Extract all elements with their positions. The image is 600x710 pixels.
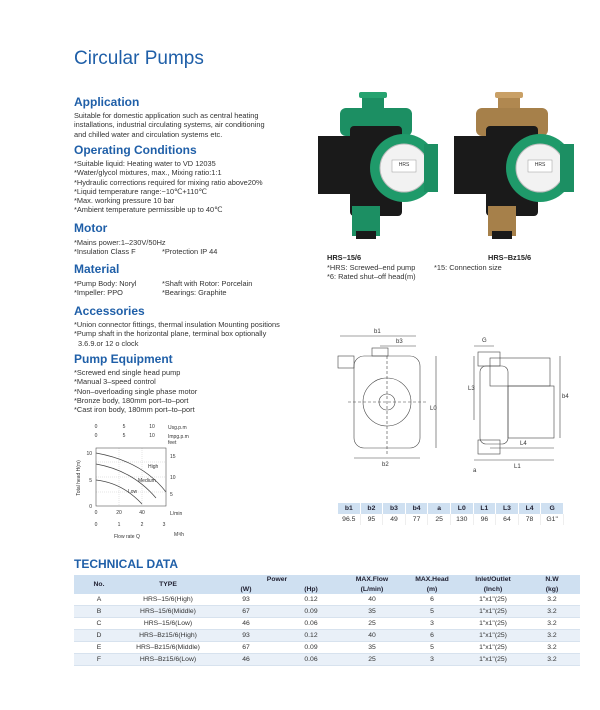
table-cell: 93: [212, 630, 280, 642]
top2-tick: 5: [122, 433, 126, 439]
outline: [372, 348, 388, 356]
equipment-line: *Non–overloading single phase motor: [74, 386, 198, 396]
table-cell: HRS–Bz15/6(Middle): [136, 644, 200, 651]
dim-value-8: 78: [518, 514, 541, 525]
th-flow: MAX.Flow: [342, 575, 402, 585]
table-cell: D: [74, 630, 124, 642]
accessories-heading: Accessories: [74, 304, 145, 318]
table-cell: 46: [212, 654, 280, 666]
table-cell: HRS–Bz15/6(High): [124, 630, 212, 642]
table-cell: 35: [342, 606, 402, 618]
dim-value-4: 25: [428, 514, 451, 525]
table-cell: 0.06: [280, 654, 342, 666]
dim-header-2: b3: [383, 503, 406, 514]
application-line: Suitable for domestic application such as central heating: [74, 111, 259, 120]
table-row: [74, 606, 580, 618]
table-row: [74, 654, 580, 666]
dim-value-1: 95: [360, 514, 383, 525]
outline: [338, 356, 354, 368]
th-nw-unit: (kg): [524, 585, 580, 595]
bottom2-tick: 0: [94, 522, 98, 528]
th-flow-unit: (L/min): [342, 585, 402, 595]
equipment-line: *Bronze body, 180mm port–to–port: [74, 395, 189, 405]
dim-a: a: [473, 468, 477, 474]
right-tick: 5: [170, 492, 173, 498]
dim-header-0: b1: [338, 503, 360, 514]
technical-data-table: [74, 575, 580, 666]
table-cell: 1"x1"(25): [462, 606, 524, 618]
operating-line: *Liquid temperature range:−10℃+110℃: [74, 186, 207, 196]
pump-label-left: HRS–15/6: [327, 253, 362, 262]
material-heading: Material: [74, 262, 120, 276]
pump-image-hrs-bz15-6: [448, 86, 578, 246]
top2-tick: 0: [94, 433, 98, 439]
operating-line: *Max. working pressure 10 bar: [74, 196, 175, 206]
operating-text: [74, 159, 314, 215]
table-cell: HRS–15/6(High): [143, 596, 193, 603]
dim-value-6: 96: [473, 514, 496, 525]
table-cell: 5: [402, 606, 462, 618]
bottom2-tick: 1: [117, 522, 121, 528]
curve-high: [96, 453, 166, 492]
table-cell: 3.2: [524, 630, 580, 642]
dim-header-1: b2: [360, 503, 383, 514]
curve-label-low: Low: [128, 489, 138, 495]
equipment-heading: Pump Equipment: [74, 352, 173, 366]
dim-L4: L4: [520, 441, 527, 447]
application-line: and chilled water and circulation systems etc.: [74, 129, 223, 139]
material-text: [74, 279, 314, 298]
dim-value-2: 49: [383, 514, 406, 525]
table-cell: HRS–15/6(Low): [143, 620, 193, 627]
table-cell: 3.2: [547, 644, 557, 651]
dimension-header-row: [338, 503, 563, 514]
table-cell: 1"x1"(25): [479, 596, 507, 603]
equipment-line: *Cast iron body, 180mm port–to–port: [74, 405, 195, 415]
top1-tick: 0: [94, 424, 98, 430]
table-row: [74, 618, 580, 630]
table-cell: 25: [342, 654, 402, 666]
dim-header-9: G: [541, 503, 564, 514]
th-head-unit: (m): [402, 585, 462, 595]
performance-curve: [74, 420, 194, 542]
table-cell: 40: [368, 596, 376, 603]
top1-tick: 10: [149, 424, 155, 430]
dim-value-5: 130: [450, 514, 473, 525]
top1-unit: Usg.p.m: [168, 425, 187, 431]
motor-line: *Insulation Class F: [74, 247, 136, 257]
dim-b1: b1: [374, 329, 381, 335]
table-cell: 46: [242, 620, 250, 627]
motor-heading: Motor: [74, 221, 108, 235]
table-cell: 0.09: [304, 644, 318, 651]
th-head: MAX.Head: [402, 575, 462, 585]
dimension-value-row: [338, 514, 563, 525]
table-cell: F: [74, 654, 124, 666]
dimension-table: [338, 503, 564, 525]
pump-note: *HRS: Screwed–end pump: [327, 263, 416, 272]
table-cell: 1"x1"(25): [462, 654, 524, 666]
dim-header-4: a: [428, 503, 451, 514]
dim-value-0: 96.5: [338, 514, 360, 525]
dim-b2: b2: [382, 462, 389, 468]
top1-tick: 5: [122, 424, 126, 430]
dim-L0: L0: [430, 406, 437, 412]
motor-text: [74, 238, 314, 257]
table-cell: 3.2: [524, 606, 580, 618]
operating-heading: Operating Conditions: [74, 143, 197, 157]
motor-line: *Protection IP 44: [162, 247, 218, 257]
bottom2-tick: 2: [140, 522, 144, 528]
outline: [508, 386, 554, 438]
th-power: Power: [212, 575, 342, 585]
right-tick: 10: [170, 475, 176, 481]
th-no: No.: [74, 575, 124, 594]
left-tick: 5: [89, 478, 92, 484]
table-cell: 67: [212, 606, 280, 618]
equipment-line: *Manual 3–speed control: [74, 377, 156, 387]
accessories-line: 3.6.9.or 12 o clock: [78, 338, 139, 348]
bottom1-tick: 0: [94, 510, 98, 516]
table-cell: 0.09: [280, 606, 342, 618]
table-row: [74, 594, 580, 606]
th-io-unit: (Inch): [462, 585, 524, 595]
table-cell: 67: [242, 644, 250, 651]
equipment-line: *Screwed end single head pump: [74, 368, 181, 377]
pump-note: *15: Connection size: [434, 263, 502, 272]
dimension-drawing: [334, 320, 584, 480]
dim-header-7: L3: [496, 503, 519, 514]
dim-value-9: G1": [541, 514, 564, 525]
table-cell: 1"x1"(25): [479, 644, 507, 651]
dim-value-7: 64: [496, 514, 519, 525]
dim-b3: b3: [396, 339, 403, 345]
left-tick: 0: [89, 504, 92, 510]
pump-note: *6: Rated shut–off head(m): [327, 272, 416, 281]
table-cell: 0.12: [280, 630, 342, 642]
table-cell: 25: [368, 620, 376, 627]
pump-image-hrs-15-6: [312, 86, 442, 246]
dim-header-3: b4: [405, 503, 428, 514]
table-cell: 3: [402, 654, 462, 666]
table-cell: 40: [342, 630, 402, 642]
page-title: Circular Pumps: [74, 48, 204, 69]
bottom2-tick: 3: [162, 522, 166, 528]
th-type: TYPE: [124, 575, 212, 594]
table-cell: 0.06: [304, 620, 318, 627]
dim-G: G: [482, 338, 487, 344]
table-cell: C: [96, 620, 102, 627]
material-item: *Bearings: Graphite: [162, 288, 227, 298]
bottom2-unit: M³/h: [174, 532, 184, 538]
accessories-line: *Pump shaft in the horizontal plane, terminal box optionally: [74, 329, 267, 339]
top2-tick: 10: [149, 433, 155, 439]
table-cell: 3: [430, 620, 434, 627]
operating-line: *Hydraulic corrections required for mixing ratio above20%: [74, 177, 263, 187]
table-cell: 3.2: [524, 654, 580, 666]
table-cell: 0.12: [304, 596, 318, 603]
application-text: [74, 111, 314, 139]
table-cell: 35: [368, 644, 376, 651]
table-cell: 6: [402, 630, 462, 642]
left-axis-label: Total head H(m): [76, 460, 82, 496]
dim-L3: L3: [468, 386, 475, 392]
operating-line: *Suitable liquid: Heating water to VD 12035: [74, 159, 216, 168]
table-cell: 5: [430, 644, 434, 651]
th-power-w: (W): [212, 585, 280, 595]
dim-b4: b4: [562, 394, 569, 400]
operating-line: *Water/glycol mixtures, max., Mixing ratio:1:1: [74, 168, 222, 178]
bottom1-tick: 40: [139, 510, 145, 516]
operating-line: *Ambient temperature permissible up to 40℃: [74, 205, 223, 215]
pump-brand-text: HRS: [398, 162, 410, 168]
outline: [490, 358, 550, 386]
material-item: *Pump Body: Noryl: [74, 279, 137, 288]
table-row: [74, 630, 580, 642]
application-heading: Application: [74, 95, 140, 109]
th-io: Inlet/Outlet: [462, 575, 524, 585]
left-tick: 10: [86, 451, 92, 457]
curve-label-medium: Medium: [138, 478, 156, 484]
equipment-text: [74, 368, 314, 414]
table-cell: 1"x1"(25): [462, 630, 524, 642]
table-cell: E: [96, 644, 102, 651]
table-row: [74, 642, 580, 654]
table-cell: 6: [430, 596, 434, 603]
curve-label-high: High: [148, 464, 159, 470]
bottom1-tick: 20: [116, 510, 122, 516]
pump-label-right: HRS–Bz15/6: [488, 253, 532, 262]
dim-header-5: L0: [450, 503, 473, 514]
dim-L1: L1: [514, 464, 521, 470]
application-line: installations, industrial circulating systems, air conditioning: [74, 120, 265, 130]
table-cell: 93: [242, 596, 250, 603]
outline: [478, 352, 500, 366]
table-cell: HRS–15/6(Middle): [124, 606, 212, 618]
material-item: *Shaft with Rotor: Porcelain: [162, 279, 253, 288]
dim-value-3: 77: [405, 514, 428, 525]
technical-data-heading: TECHNICAL DATA: [74, 557, 178, 571]
table-cell: 1"x1"(25): [479, 620, 507, 627]
pump-brand-text: HRS: [534, 162, 546, 168]
accessories-text: [74, 320, 314, 348]
motor-line: *Mains power:1–230V/50Hz: [74, 238, 166, 247]
dim-header-8: L4: [518, 503, 541, 514]
table-cell: B: [74, 606, 124, 618]
dim-header-6: L1: [473, 503, 496, 514]
accessories-line: *Union connector fittings, thermal insulation Mounting positions: [74, 320, 280, 329]
table-cell: 3.2: [547, 596, 557, 603]
th-nw: N.W: [524, 575, 580, 585]
table-cell: 3.2: [547, 620, 557, 627]
flow-label: Flow rate Q: [114, 534, 140, 540]
top2-unit2: feet: [168, 440, 177, 446]
material-item: *Impeller: PPO: [74, 288, 123, 298]
outline: [480, 366, 508, 444]
th-power-hp: (Hp): [280, 585, 342, 595]
top2-unit: Impg.p.m: [168, 434, 189, 440]
table-cell: HRS–Bz15/6(Low): [124, 654, 212, 666]
table-cell: A: [96, 596, 102, 603]
right-tick: 15: [170, 454, 176, 460]
bottom1-unit: L/min: [170, 511, 183, 517]
